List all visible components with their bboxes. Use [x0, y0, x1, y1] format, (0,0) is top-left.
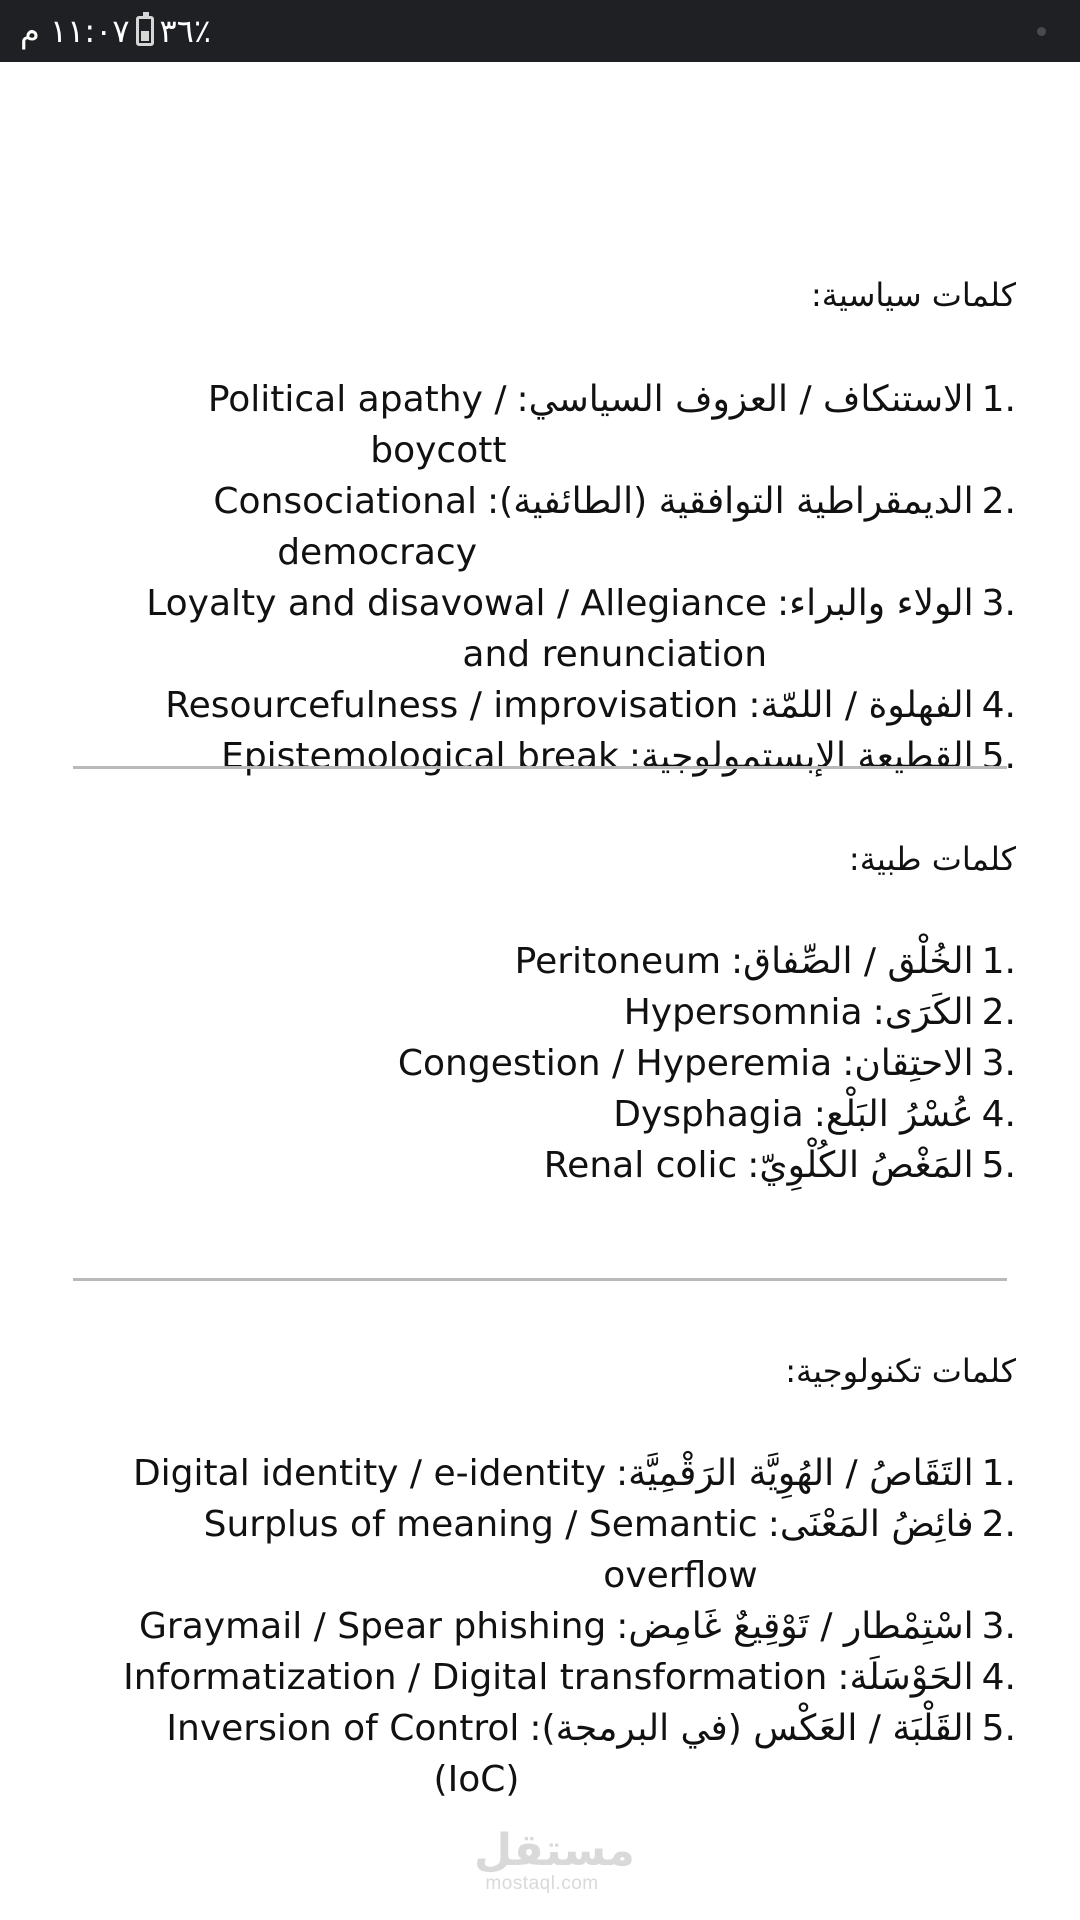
list-item [96, 936, 1016, 987]
item-number: 2. [981, 992, 1016, 1033]
item-arabic-term: المَغْصُ الكُلْوِيّ: [747, 1145, 974, 1186]
item-number: 5. [981, 1708, 1016, 1749]
item-arabic-term: الولاء والبراء: [777, 583, 974, 624]
list-item [96, 374, 1016, 476]
item-english-term: Graymail / Spear phishing [139, 1606, 607, 1647]
item-arabic-term: الكَرَى: [872, 992, 974, 1033]
watermark-url: mostaql.com [485, 1873, 599, 1894]
item-arabic-term: فائِضُ المَعْنَى: [767, 1504, 974, 1545]
item-arabic-term: اسْتِمْطار / تَوْقِيعٌ غَامِض: [616, 1606, 974, 1647]
list-item [76, 1652, 1016, 1703]
item-english-term: Surplus of meaning / Semantic overflow [203, 1504, 758, 1596]
item-arabic-term: الخُلْق / الصِّفاق: [731, 941, 974, 982]
item-number: 3. [981, 1606, 1016, 1647]
item-number: 4. [981, 1657, 1016, 1698]
item-english-term: Loyalty and disavowal / Allegiance and renunciation [146, 583, 768, 675]
list-item [96, 731, 1016, 782]
item-arabic-term: الفهلوة / اللمّة: [748, 685, 974, 726]
item-english-term: Epistemological break [221, 736, 619, 777]
item-number: 3. [981, 583, 1016, 624]
status-indicators [20, 0, 211, 62]
item-english-term: Inversion of Control (IoC) [166, 1708, 520, 1800]
item-arabic-term: الاستنكاف / العزوف السياسي: [516, 379, 974, 420]
item-number: 3. [981, 1043, 1016, 1084]
item-number: 1. [981, 1453, 1016, 1494]
item-arabic-term: الاحتِقان: [842, 1043, 974, 1084]
list-item [96, 1140, 1016, 1191]
item-english-term: Resourcefulness / improvisation [165, 685, 739, 726]
battery-icon [136, 16, 154, 46]
watermark-logo: مستقل [474, 1825, 635, 1876]
item-english-term: Digital identity / e-identity [132, 1453, 606, 1494]
term-list-political [96, 374, 1016, 782]
section-title-political: كلمات سياسية: [811, 276, 1016, 314]
item-number: 5. [981, 1145, 1016, 1186]
item-arabic-term: القطيعة الإبستمولوجية: [628, 736, 974, 777]
document-content [0, 62, 1080, 1920]
item-arabic-term: التَقَاصُ / الهُوِيَّة الرَقْمِيَّة: [616, 1453, 974, 1494]
list-item [76, 1703, 1016, 1805]
list-item [76, 1448, 1016, 1499]
section-title-technology: كلمات تكنولوجية: [785, 1352, 1016, 1390]
section-divider [73, 1278, 1007, 1281]
list-item [96, 987, 1016, 1038]
item-number: 4. [981, 685, 1016, 726]
list-item [76, 1601, 1016, 1652]
item-english-term: Congestion / Hyperemia [397, 1043, 833, 1084]
item-number: 4. [981, 1094, 1016, 1135]
list-item [96, 680, 1016, 731]
list-item [96, 1038, 1016, 1089]
battery-percent: ٣٦٪ [159, 12, 212, 50]
item-english-term: Informatization / Digital transformation [123, 1657, 828, 1698]
item-number: 5. [981, 736, 1016, 777]
item-number: 1. [981, 379, 1016, 420]
item-english-term: Renal colic [543, 1145, 738, 1186]
item-arabic-term: الحَوْسَلَة: [837, 1657, 974, 1698]
item-number: 2. [981, 1504, 1016, 1545]
list-item [96, 476, 1016, 578]
item-number: 2. [981, 481, 1016, 522]
item-english-term: Peritoneum [514, 941, 722, 982]
notification-dot-icon [1037, 27, 1046, 36]
item-english-term: Hypersomnia [623, 992, 863, 1033]
item-english-term: Consociational democracy [213, 481, 478, 573]
list-item [96, 578, 1016, 680]
status-time: ١١:٠٧ م [20, 12, 130, 50]
item-arabic-term: عُسْرُ البَلْع: [813, 1094, 974, 1135]
section-divider [73, 766, 1007, 769]
item-number: 1. [981, 941, 1016, 982]
list-item [76, 1499, 1016, 1601]
term-list-medical [96, 936, 1016, 1191]
item-english-term: Political apathy / boycott [207, 379, 507, 471]
term-list-technology [76, 1448, 1016, 1805]
status-bar [0, 0, 1080, 62]
item-arabic-term: الديمقراطية التوافقية (الطائفية): [487, 481, 974, 522]
list-item [96, 1089, 1016, 1140]
mostaql-watermark [474, 1825, 635, 1894]
item-english-term: Dysphagia [613, 1094, 804, 1135]
item-arabic-term: القَلْبَة / العَكْس (في البرمجة): [529, 1708, 974, 1749]
section-title-medical: كلمات طبية: [848, 840, 1016, 878]
